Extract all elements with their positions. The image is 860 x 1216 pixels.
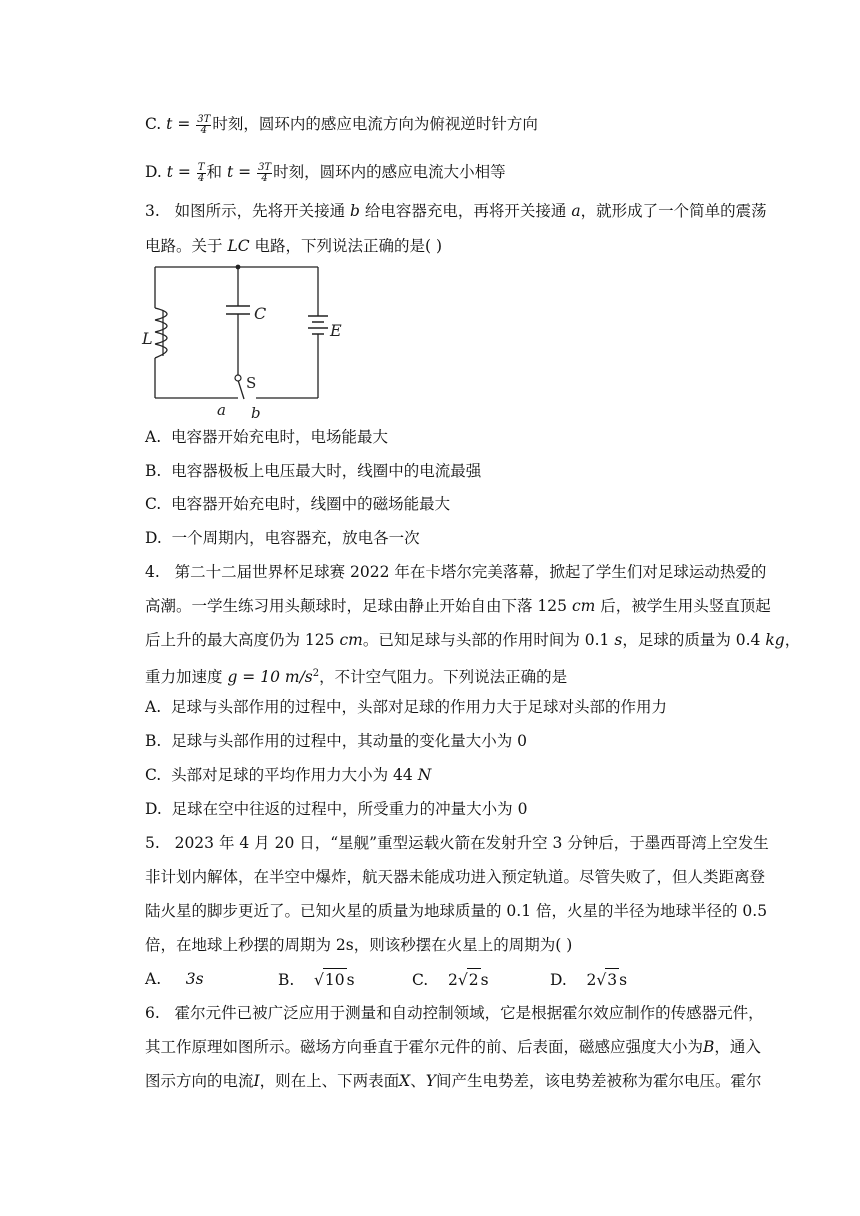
q4-stem-line3: 后上升的最大高度仍为 125 cm。已知足球与头部的作用时间为 0.1 s，足球的质量为 0.4 kg，: [145, 631, 801, 649]
label-b: b: [251, 404, 261, 422]
q5-option-b: B. √10 s: [278, 968, 355, 991]
q2-option-c: C. t = $\frac{3T}{4}$ 时刻，圆环内的感应电流方向为俯视逆时针方向: [145, 113, 538, 136]
q3-stem-line2: 电路。关于 LC 电路，下列说法正确的是( ): [145, 237, 443, 255]
q5-option-d: D. 2√3 s: [550, 968, 627, 991]
q6-stem-line2: 其工作原理如图所示。磁场方向垂直于霍尔元件的前、后表面，磁感应强度大小为B，通入: [145, 1038, 761, 1056]
fraction: $\frac{3T}{4}$: [258, 161, 272, 184]
q3-option-d: D. 一个周期内，电容器充，放电各一次: [145, 529, 420, 547]
q4-option-a: A. 足球与头部作用的过程中，头部对足球的作用力大于足球对头部的作用力: [145, 698, 667, 716]
label-S: S: [246, 374, 257, 392]
q4-option-b: B. 足球与头部作用的过程中，其动量的变化量大小为 0: [145, 732, 527, 750]
q2-option-d: D. t = $\frac{T}{4}$ 和 t = $\frac{3T}{4}$ 时刻，圆环内的感应电流大小相等: [145, 161, 506, 184]
label-L: L: [142, 329, 153, 348]
lc-circuit-diagram: [140, 258, 360, 426]
q3-stem-line1: 3. 如图所示，先将开关接通 b 给电容器充电，再将开关接通 a，就形成了一个简单的震荡: [145, 202, 767, 220]
q5-stem-line3: 陆火星的脚步更近了。已知火星的质量为地球质量的 0.1 倍，火星的半径为地球半径的 0.5: [145, 902, 768, 920]
junction-dot: [236, 265, 241, 270]
label-E: E: [330, 321, 342, 340]
q4-stem-line2: 高潮。一学生练习用头颠球时，足球由静止开始自由下落 125 cm 后，被学生用头竖直顶起: [145, 597, 771, 615]
q5-option-a: A. 3s: [145, 970, 204, 988]
label-C: C: [254, 304, 267, 323]
q3-option-c: C. 电容器开始充电时，线圈中的磁场能最大: [145, 495, 451, 513]
label-a: a: [217, 401, 226, 419]
q5-option-c: C. 2√2 s: [412, 968, 489, 991]
q4-option-c: C. 头部对足球的平均作用力大小为 44 N: [145, 766, 432, 784]
q6-stem-line3: 图示方向的电流I，则在上、下两表面X、Y间产生电势差，该电势差被称为霍尔电压。霍尔: [145, 1072, 762, 1090]
fraction: $\frac{T}{4}$: [197, 161, 205, 184]
q3-option-a: A. 电容器开始充电时，电场能最大: [145, 428, 388, 446]
q3-option-b: B. 电容器极板上电压最大时，线圈中的电流最强: [145, 462, 482, 480]
q4-option-d: D. 足球在空中往返的过程中，所受重力的冲量大小为 0: [145, 800, 528, 818]
fraction: $\frac{3T}{4}$: [197, 113, 211, 136]
q6-stem-line1: 6. 霍尔元件已被广泛应用于测量和自动控制领域，它是根据霍尔效应制作的传感器元件，: [145, 1004, 764, 1022]
q5-stem-line1: 5. 2023 年 4 月 20 日，“星舰”重型运载火箭在发射升空 3 分钟后，于墨西哥湾上空发生: [145, 834, 769, 852]
q5-stem-line2: 非计划内解体，在半空中爆炸，航天器未能成功进入预定轨道。尽管失败了，但人类距离登: [145, 868, 766, 886]
switch-pivot: [235, 375, 241, 381]
q5-stem-line4: 倍，在地球上秒摆的周期为 2s，则该秒摆在火星上的周期为( ): [145, 936, 573, 954]
q4-stem-line1: 4. 第二十二届世界杯足球赛 2022 年在卡塔尔完美落幕，掀起了学生们对足球运动热爱的: [145, 563, 767, 581]
q4-stem-line4: 重力加速度 g = 10 $m/s^2$，不计空气阻力。下列说法正确的是: [145, 668, 568, 687]
